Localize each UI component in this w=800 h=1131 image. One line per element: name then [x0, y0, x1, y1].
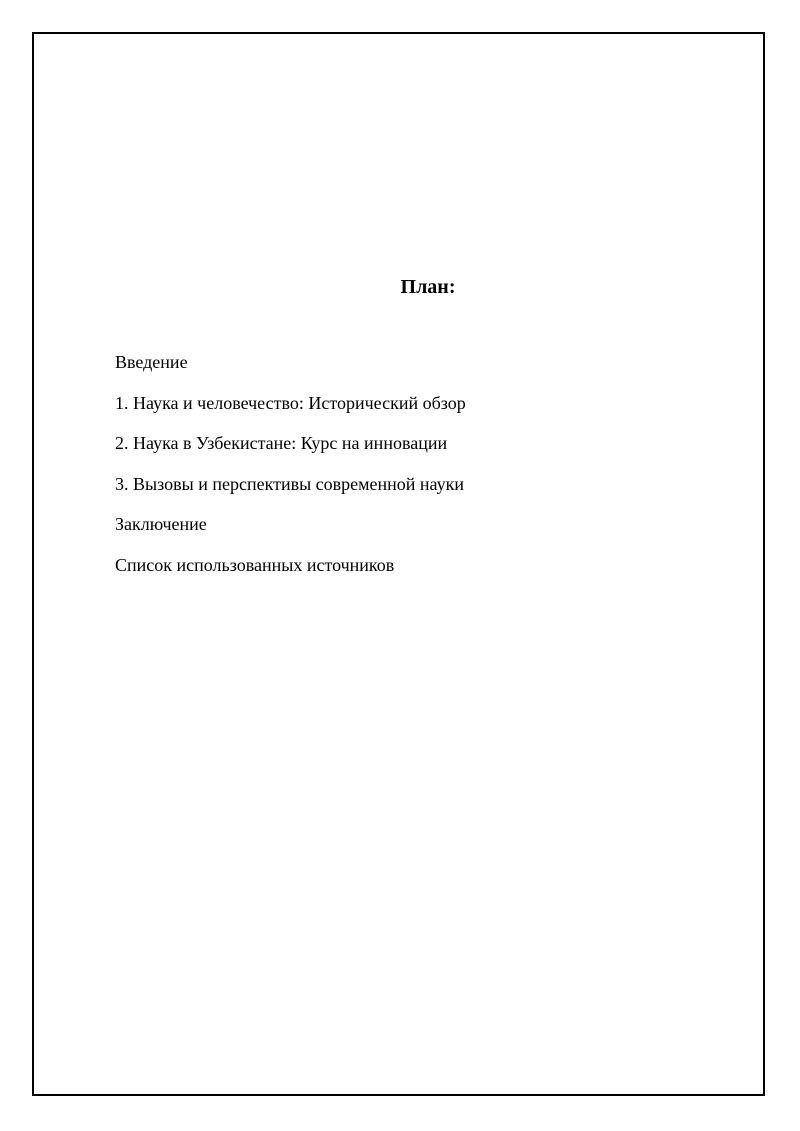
plan-title: План:: [400, 276, 456, 298]
table-of-contents: [115, 350, 466, 593]
toc-item-references: Список использованных источников: [115, 554, 395, 575]
toc-item-chapter-2: 2. Наука в Узбекистане: Курс на инновации: [115, 433, 448, 453]
toc-item-conclusion: Заключение: [115, 514, 207, 534]
toc-item-introduction: Введение: [115, 352, 188, 372]
toc-item-chapter-3: 3. Вызовы и перспективы современной науки: [115, 473, 465, 494]
toc-item-chapter-1: 1. Наука и человечество: Исторический обзор: [115, 392, 466, 413]
